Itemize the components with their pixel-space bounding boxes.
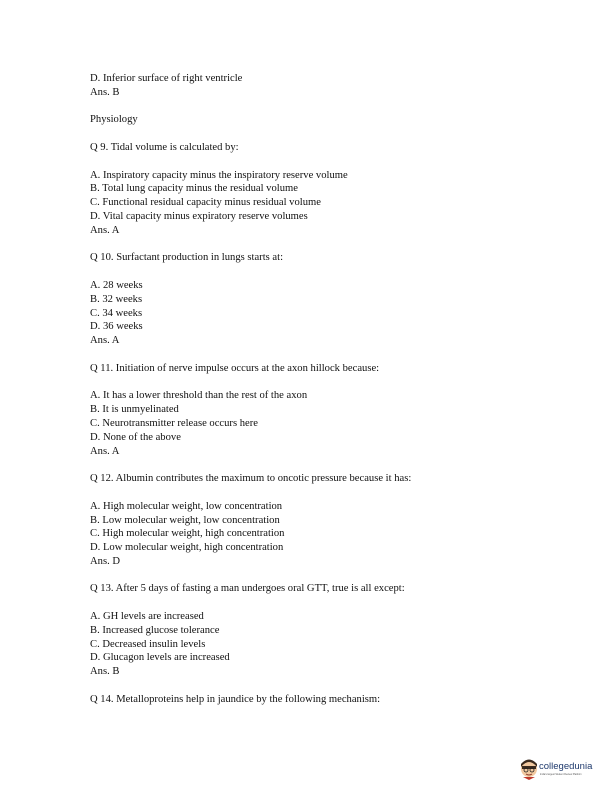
question-text: Q 13. After 5 days of fasting a man undergoes oral GTT, true is all except: (90, 583, 405, 595)
option-text: C. Functional residual capacity minus residual volume (90, 197, 321, 209)
option-text: A. 28 weeks (90, 279, 143, 291)
option-text: C. 34 weeks (90, 307, 143, 319)
answer-text: Ans. B (90, 666, 120, 678)
option-text: D. Vital capacity minus expiratory reserve volumes (90, 210, 308, 222)
logo-name: collegedunia (539, 761, 593, 772)
answer-text: Ans. A (90, 335, 120, 347)
answer-text: Ans. A (90, 445, 120, 457)
logo-tagline: India's largest Student Review Platform (540, 773, 582, 776)
option-text: C. Decreased insulin levels (90, 638, 206, 650)
option-text: B. Increased glucose tolerance (90, 624, 220, 636)
option-text: D. 36 weeks (90, 321, 143, 333)
option-text: C. High molecular weight, high concentration (90, 528, 285, 540)
option-text: B. Total lung capacity minus the residual volume (90, 183, 298, 195)
option-text: C. Neurotransmitter release occurs here (90, 417, 258, 429)
option-text: D. Inferior surface of right ventricle (90, 73, 243, 84)
option-text: D. Low molecular weight, high concentration (90, 542, 284, 554)
option-text: D. None of the above (90, 431, 181, 443)
option-text: A. It has a lower threshold than the rest of the axon (90, 390, 308, 402)
option-text: D. Glucagon levels are increased (90, 652, 230, 664)
answer-text: Ans. A (90, 224, 120, 236)
mascot-icon (520, 758, 538, 780)
answer-text: Ans. D (90, 555, 121, 567)
question-text: Q 14. Metalloproteins help in jaundice by the following mechanism: (90, 693, 381, 705)
document-page (90, 72, 570, 707)
question-text: Q 12. Albumin contributes the maximum to oncotic pressure because it has: (90, 473, 412, 485)
question-text: Q 9. Tidal volume is calculated by: (90, 141, 239, 153)
collegedunia-logo (520, 758, 600, 782)
option-text: B. 32 weeks (90, 293, 143, 305)
option-text: A. GH levels are increased (90, 611, 204, 623)
option-text: B. It is unmyelinated (90, 404, 179, 416)
option-text: A. High molecular weight, low concentration (90, 500, 283, 512)
question-text: Q 10. Surfactant production in lungs starts at: (90, 252, 284, 264)
question-text: Q 11. Initiation of nerve impulse occurs at the axon hillock because: (90, 362, 380, 374)
section-title: Physiology (90, 114, 138, 126)
option-text: B. Low molecular weight, low concentration (90, 514, 280, 526)
option-text: A. Inspiratory capacity minus the inspiratory reserve volume (90, 169, 348, 181)
answer-text: Ans. B (90, 86, 120, 98)
